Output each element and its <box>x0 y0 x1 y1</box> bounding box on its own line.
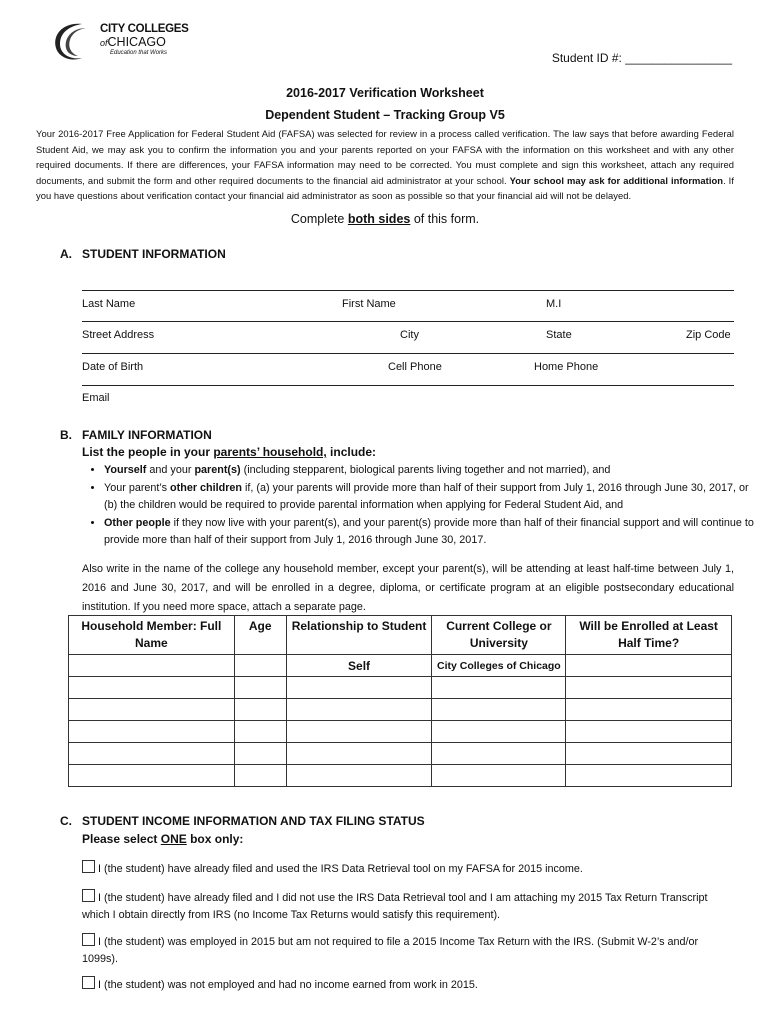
household-instruction <box>82 445 376 459</box>
section-a-heading: A. STUDENT INFORMATION <box>60 247 226 261</box>
table-cell[interactable] <box>286 699 432 721</box>
page-title: 2016-2017 Verification Worksheet <box>286 86 484 100</box>
table-cell[interactable] <box>432 677 566 699</box>
tax-option-2-label: I (the student) have already filed and I did not use the IRS Data Retrieval tool and I am attaching my 2015 Tax Return Transcript which I obtain directly from IRS (no Income Tax Returns would satisfy this requirement). <box>82 892 708 921</box>
label-home-phone: Home Phone <box>534 361 599 373</box>
table-cell[interactable] <box>432 743 566 765</box>
table-cell[interactable] <box>286 743 432 765</box>
table-cell[interactable] <box>69 743 235 765</box>
table-row <box>69 655 732 677</box>
table-cell[interactable] <box>286 677 432 699</box>
bullet-text: if they now live with your parent(s), and your parent(s) provide more than half of their financial support and will continue to provide more than half of their support from July 1, 2016 through June 30, 2017. <box>104 516 754 546</box>
tax-option-4-label: I (the student) was not employed and had no income earned from work in 2015. <box>98 979 478 991</box>
page-subtitle: Dependent Student – Tracking Group V5 <box>265 108 505 122</box>
bullet-text: and your <box>146 464 195 476</box>
intro-text-end: . If you have questions about verification contact your financial aid administrator as soon as possible so that your financial aid will not be delayed. <box>36 174 734 202</box>
tax-option-4[interactable] <box>82 976 734 994</box>
label-last-name: Last Name <box>82 298 136 310</box>
table-cell: Self <box>286 655 432 677</box>
label-state: State <box>546 329 572 341</box>
table-row <box>69 743 732 765</box>
logo-tagline: Education that Works <box>110 50 168 56</box>
bullet-bold: other children <box>170 481 243 494</box>
table-row <box>69 677 732 699</box>
table-header-row <box>69 616 732 655</box>
table-cell[interactable] <box>566 677 732 699</box>
table-cell[interactable] <box>286 765 432 787</box>
complete-both-sides-note <box>0 212 770 226</box>
tax-option-3[interactable] <box>82 933 734 968</box>
table-cell[interactable] <box>69 677 235 699</box>
col-header-age: Age <box>234 616 286 655</box>
table-cell[interactable] <box>234 721 286 743</box>
select-one-instruction <box>82 832 243 846</box>
label-zip-code: Zip Code <box>686 329 731 341</box>
table-cell[interactable] <box>566 743 732 765</box>
tax-option-3-label: I (the student) was employed in 2015 but am not required to file a 2015 Income Tax Return with the IRS. (Submit W-2’s and/or 1099s). <box>82 936 699 965</box>
intro-paragraph <box>36 126 734 204</box>
swoosh-logo-icon <box>52 20 98 62</box>
tax-option-1[interactable] <box>82 860 734 878</box>
bullet-bold: Other people <box>104 516 171 529</box>
table-cell[interactable] <box>69 721 235 743</box>
table-row <box>69 765 732 787</box>
table-cell[interactable] <box>286 721 432 743</box>
col-header-college: Current College or University <box>432 616 566 655</box>
table-cell[interactable] <box>432 699 566 721</box>
table-row <box>69 721 732 743</box>
table-cell[interactable] <box>234 655 286 677</box>
table-cell[interactable] <box>69 765 235 787</box>
col-header-half-time: Will be Enrolled at Least Half Time? <box>566 616 732 655</box>
select-emph: ONE <box>160 832 187 846</box>
table-cell[interactable] <box>69 699 235 721</box>
tax-option-1-label: I (the student) have already filed and used the IRS Data Retrieval tool on my FAFSA for 2015 income. <box>98 863 583 875</box>
checkbox-icon[interactable] <box>82 860 95 873</box>
label-street-address: Street Address <box>82 329 155 341</box>
household-criteria-list <box>82 462 760 550</box>
col-header-relationship: Relationship to Student <box>286 616 432 655</box>
table-cell[interactable] <box>566 721 732 743</box>
list-item <box>104 480 760 515</box>
city-colleges-logo <box>52 20 192 66</box>
bullet-text: Your parent’s <box>104 481 171 494</box>
table-cell[interactable] <box>432 721 566 743</box>
tax-option-2[interactable] <box>82 889 734 924</box>
student-id-field[interactable]: Student ID #: ________________ <box>551 51 732 65</box>
list-item <box>104 515 760 550</box>
bullet-text: if, (a) your parents will provide more than half of their support from July 1, 2016 through June 30, 2017, or (b) the children would be required to provide parental information when applying for Federal Student Aid, and <box>104 481 749 511</box>
list-item <box>104 462 760 480</box>
table-cell: City Colleges of Chicago <box>432 655 566 677</box>
select-post: box only: <box>186 832 244 846</box>
select-pre: Please select <box>82 832 161 846</box>
household-instruction-post: include: <box>326 445 377 459</box>
label-date-of-birth: Date of Birth <box>82 361 144 373</box>
household-instruction-emph: parents’ household, <box>213 445 327 459</box>
bullet-text: (including stepparent, biological parents living together and not married), and <box>240 464 611 476</box>
checkbox-icon[interactable] <box>82 889 95 902</box>
complete-note-pre: Complete <box>290 212 348 226</box>
table-cell[interactable] <box>69 655 235 677</box>
col-header-name: Household Member: Full Name <box>69 616 235 655</box>
address-input-line[interactable] <box>82 321 734 322</box>
label-cell-phone: Cell Phone <box>388 361 442 373</box>
table-cell[interactable] <box>234 677 286 699</box>
college-instruction-paragraph: Also write in the name of the college any household member, except your parent(s), will be attending at least half-time between July 1, 2016 and June 30, 2017, and will be enrolled in a degree, diploma, or certificate program at an eligible postsecondary educational institution. If you need more space, attach a separate page. <box>82 563 734 613</box>
table-cell[interactable] <box>432 765 566 787</box>
table-cell[interactable] <box>566 655 732 677</box>
bullet-bold: Yourself <box>104 464 147 476</box>
table-cell[interactable] <box>234 743 286 765</box>
intro-text: Your 2016-2017 Free Application for Federal Student Aid (FAFSA) was selected for review in a process called verification. The law says that before awarding Federal Student Aid, we may ask you to confirm the information you and your parents reported on your FAFSA with the information on this worksheet and with any other required documents. If there are differences, your FAFSA information may need to be corrected. You must complete and sign this worksheet, attach any required documents, and submit the form and other required documents to the financial aid administrator at your school. <box>36 128 734 186</box>
complete-note-emph: both sides <box>347 212 411 226</box>
section-b-heading: B. FAMILY INFORMATION <box>60 428 212 442</box>
checkbox-icon[interactable] <box>82 933 95 946</box>
label-first-name: First Name <box>342 298 396 310</box>
logo-of: of <box>100 38 108 48</box>
label-middle-initial: M.I <box>546 298 562 310</box>
logo-text-line1: CITY COLLEGES <box>100 23 189 35</box>
name-input-line[interactable] <box>82 290 734 291</box>
logo-chicago: CHICAGO <box>107 35 166 49</box>
checkbox-icon[interactable] <box>82 976 95 989</box>
table-cell[interactable] <box>234 699 286 721</box>
table-cell[interactable] <box>566 699 732 721</box>
contact-input-line[interactable] <box>82 353 734 354</box>
logo-text-line2 <box>100 35 166 49</box>
intro-bold-text: Your school may ask for additional information <box>509 174 724 186</box>
complete-note-post: of this form. <box>410 212 480 226</box>
table-cell[interactable] <box>566 765 732 787</box>
email-input-line[interactable] <box>82 385 734 386</box>
table-row <box>69 699 732 721</box>
bullet-bold: parent(s) <box>194 464 241 476</box>
label-city: City <box>400 329 419 341</box>
section-c-heading: C. STUDENT INCOME INFORMATION AND TAX FILING STATUS <box>60 814 425 828</box>
household-instruction-pre: List the people in your <box>82 445 214 459</box>
label-email: Email <box>82 392 110 404</box>
household-table <box>68 615 732 787</box>
table-cell[interactable] <box>234 765 286 787</box>
